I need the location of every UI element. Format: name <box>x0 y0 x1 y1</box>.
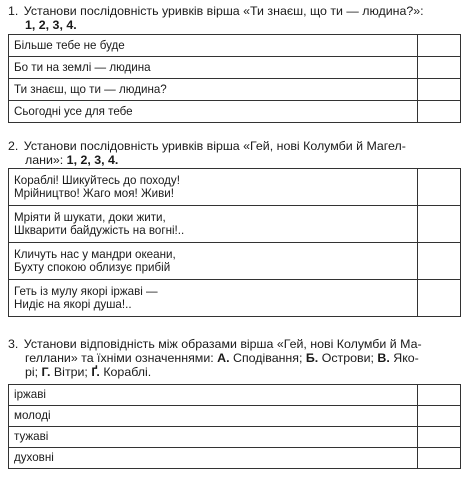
task3-option-text: Яко- <box>393 351 419 365</box>
task3-option-letter: В. <box>377 351 390 365</box>
task2-answer-cell[interactable] <box>418 169 461 206</box>
table-row <box>9 427 461 448</box>
task1-prompt <box>8 4 460 32</box>
table-row <box>9 206 461 243</box>
task1-fragment: Ти знаєш, що ти — людина? <box>9 79 418 101</box>
task2-fragment-line: Мрійництво! Жаго моя! Живи! <box>14 187 175 200</box>
task1-answer-cell[interactable] <box>418 79 461 101</box>
task3-prompt <box>8 337 460 379</box>
task3-image-word: тужаві <box>9 427 418 448</box>
task1-number: 1. <box>8 4 19 18</box>
task2-fragment <box>9 206 418 243</box>
task2-fragment-line: Мріяти й шукати, доки жити, <box>14 210 166 224</box>
task2-answer-cell[interactable] <box>418 243 461 280</box>
task3-option-letter: Ґ. <box>91 365 100 379</box>
task3-answer-cell[interactable] <box>418 427 461 448</box>
table-row <box>9 448 461 469</box>
task3-option-letter: Г. <box>41 365 51 379</box>
table-row <box>9 406 461 427</box>
task1-prompt-text: Установи послідовність уривків вірша «Ти знаєш, що ти — людина?»: <box>23 4 424 18</box>
task2-fragment <box>9 280 418 317</box>
task3-answer-cell[interactable] <box>418 385 461 406</box>
table-row <box>9 79 461 101</box>
task3-option-text: Кораблі. <box>103 365 152 379</box>
task3-option-letter: Б. <box>305 351 319 365</box>
task2-fragment-line: Кораблі! Шикуйтесь до походу! <box>14 173 180 187</box>
task2-prompt <box>8 139 460 167</box>
task1-fragment: Більше тебе не буде <box>9 35 418 57</box>
table-row <box>9 280 461 317</box>
task3-image-word: духовні <box>9 448 418 469</box>
task2-prompt-line1: Установи послідовність уривків вірша «Гей, нові Колумби й Магел- <box>23 139 406 153</box>
task3-line3-text: рі; <box>25 365 39 379</box>
task2-table <box>8 168 461 317</box>
table-row <box>9 385 461 406</box>
task2-answer-cell[interactable] <box>418 280 461 317</box>
task3-option-letter: А. <box>217 351 230 365</box>
task2-order: 1, 2, 3, 4. <box>66 153 119 167</box>
task3-line2-text: геллани» та їхніми означеннями: <box>25 351 214 365</box>
task2-fragment-line: Шкварити байдужість на вогні!.. <box>14 224 185 237</box>
task2-fragment-line: Геть із мулу якорі іржаві — <box>14 284 158 298</box>
task2-fragment <box>9 169 418 206</box>
task1-answer-cell[interactable] <box>418 57 461 79</box>
task2-number: 2. <box>8 139 19 153</box>
task2-fragment <box>9 243 418 280</box>
task3-table <box>8 384 461 469</box>
task3-number: 3. <box>8 337 19 351</box>
task1-answer-cell[interactable] <box>418 35 461 57</box>
task3-answer-cell[interactable] <box>418 448 461 469</box>
task3-answer-cell[interactable] <box>418 406 461 427</box>
task2-fragment-line: Бухту спокою облизує прибій <box>14 261 171 274</box>
task3-image-word: молоді <box>9 406 418 427</box>
task1-fragment: Бо ти на землі — людина <box>9 57 418 79</box>
task1-table <box>8 34 461 123</box>
task3-option-text: Острови; <box>321 351 374 365</box>
task1-order: 1, 2, 3, 4. <box>25 18 77 32</box>
task3-option-text: Сподівання; <box>233 351 303 365</box>
task3-line1: Установи відповідність між образами вірша «Гей, нові Колумби й Ма- <box>23 337 422 351</box>
table-row <box>9 101 461 123</box>
task2-prompt-line2: лани»: <box>25 153 64 167</box>
task1-answer-cell[interactable] <box>418 101 461 123</box>
task3-image-word: іржаві <box>9 385 418 406</box>
table-row <box>9 35 461 57</box>
table-row <box>9 243 461 280</box>
task2-fragment-line: Нидіє на якорі душа!.. <box>14 298 132 311</box>
table-row <box>9 169 461 206</box>
task1-fragment: Сьогодні усе для тебе <box>9 101 418 123</box>
table-row <box>9 57 461 79</box>
task3-option-text: Вітри; <box>53 365 88 379</box>
task2-answer-cell[interactable] <box>418 206 461 243</box>
task2-fragment-line: Кличуть нас у мандри океани, <box>14 247 176 261</box>
